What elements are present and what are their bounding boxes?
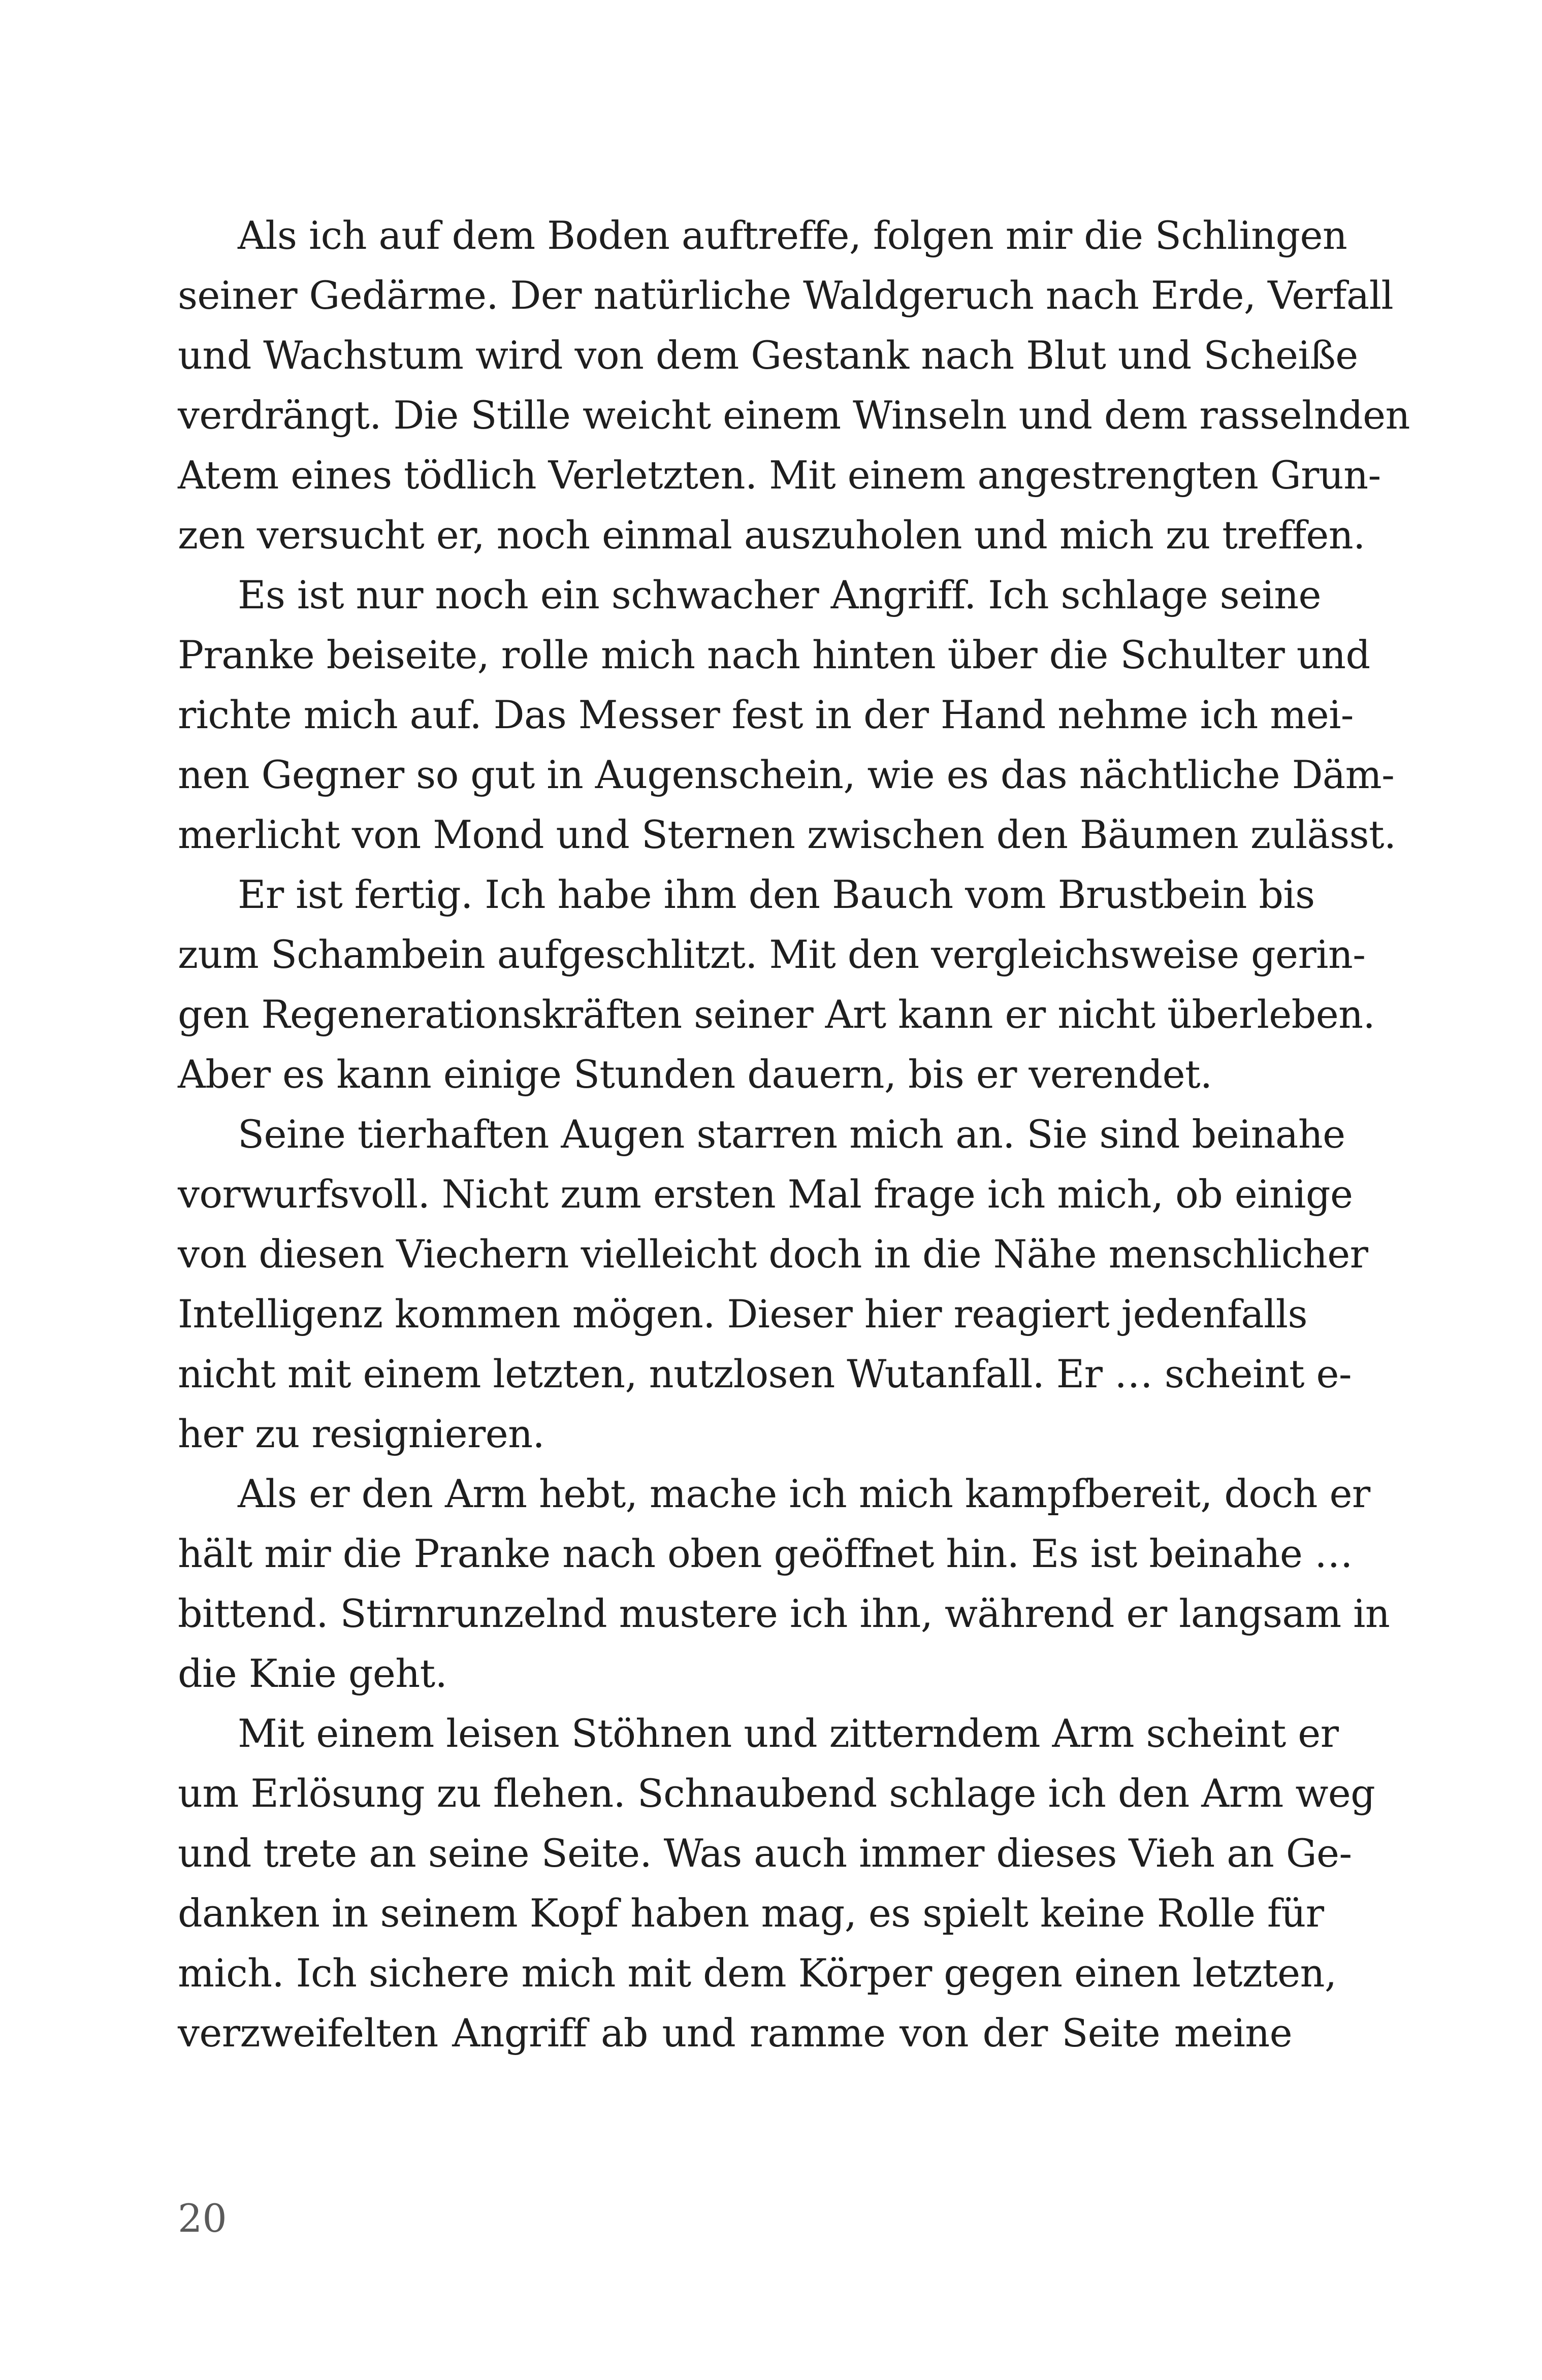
text-line: die Knie geht. <box>178 1651 447 1696</box>
text-line: seiner Gedärme. Der natürliche Waldgeruch nach Erde, Verfall <box>178 273 1394 318</box>
text-line: Seine tierhaften Augen starren mich an. Sie sind beinahe <box>238 1112 1345 1157</box>
text-line: und trete an seine Seite. Was auch immer dieses Vieh an Ge- <box>178 1831 1352 1876</box>
text-line: hält mir die Pranke nach oben geöffnet hin. Es ist beinahe … <box>178 1531 1353 1576</box>
text-line: merlicht von Mond und Sternen zwischen den Bäumen zulässt. <box>178 812 1396 857</box>
text-line: um Erlösung zu flehen. Schnaubend schlage ich den Arm weg <box>178 1771 1375 1816</box>
text-line: Atem eines tödlich Verletzten. Mit einem angestrengten Grun- <box>178 452 1381 498</box>
text-line: Intelligenz kommen mögen. Dieser hier reagiert jedenfalls <box>178 1291 1307 1336</box>
text-line: bittend. Stirnrunzelnd mustere ich ihn, während er langsam in <box>178 1591 1390 1636</box>
text-line: zum Schambein aufgeschlitzt. Mit den vergleichsweise gerin- <box>178 932 1366 977</box>
text-line: mich. Ich sichere mich mit dem Körper gegen einen letzten, <box>178 1950 1337 1996</box>
text-line: Es ist nur noch ein schwacher Angriff. Ich schlage seine <box>238 572 1321 617</box>
text-line: Aber es kann einige Stunden dauern, bis er verendet. <box>178 1052 1212 1097</box>
text-line: vorwurfsvoll. Nicht zum ersten Mal frage ich mich, ob einige <box>178 1171 1353 1217</box>
page-number: 20 <box>178 2196 227 2241</box>
text-line: her zu resignieren. <box>178 1411 545 1456</box>
text-line: Er ist fertig. Ich habe ihm den Bauch vom Brustbein bis <box>238 872 1315 917</box>
text-line: Mit einem leisen Stöhnen und zitterndem Arm scheint er <box>238 1711 1339 1756</box>
text-line: gen Regenerationskräften seiner Art kann er nicht überleben. <box>178 992 1375 1037</box>
text-line: Pranke beiseite, rolle mich nach hinten über die Schulter und <box>178 632 1370 677</box>
text-line: richte mich auf. Das Messer fest in der Hand nehme ich mei- <box>178 692 1354 737</box>
text-line: Als er den Arm hebt, mache ich mich kampfbereit, doch er <box>238 1471 1370 1516</box>
text-line: nicht mit einem letzten, nutzlosen Wutanfall. Er … scheint e- <box>178 1351 1352 1396</box>
text-line: zen versucht er, noch einmal auszuholen und mich zu treffen. <box>178 512 1365 558</box>
text-line: von diesen Viechern vielleicht doch in die Nähe menschlicher <box>178 1231 1368 1277</box>
text-line: nen Gegner so gut in Augenschein, wie es das nächtliche Däm- <box>178 752 1395 797</box>
body-text <box>178 206 1410 2063</box>
text-line: Als ich auf dem Boden auftreffe, folgen mir die Schlingen <box>238 213 1347 258</box>
text-line: danken in seinem Kopf haben mag, es spielt keine Rolle für <box>178 1890 1324 1936</box>
text-line: verdrängt. Die Stille weicht einem Winseln und dem rasselnden <box>178 393 1410 438</box>
text-line: verzweifelten Angriff ab und ramme von der Seite meine <box>178 2010 1292 2056</box>
text-line: und Wachstum wird von dem Gestank nach Blut und Scheiße <box>178 333 1358 378</box>
